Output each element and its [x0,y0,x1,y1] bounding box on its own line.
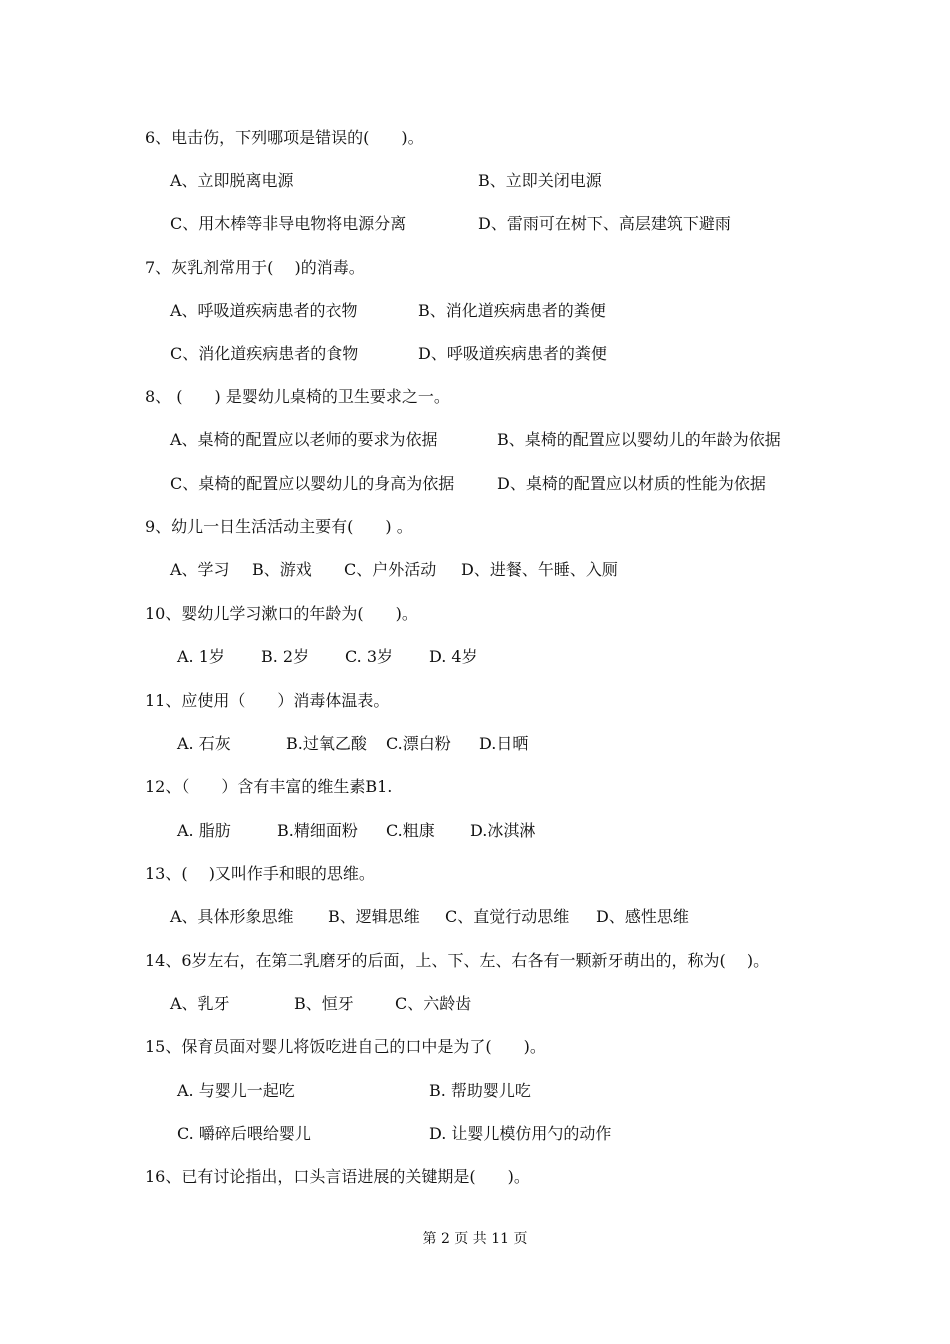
question-12-option-a: A. 脂肪 [177,821,231,840]
question-9-option-a: A、学习 [170,560,230,579]
question-13-option-a: A、具体形象思维 [170,907,294,926]
question-11-option-d: D.日晒 [479,734,529,753]
question-14-option-b: B、恒牙 [294,994,354,1013]
question-16-stem: 16、已有讨论指出，口头言语进展的关键期是( )。 [145,1167,530,1186]
question-12-option-d: D.冰淇淋 [470,821,536,840]
question-10-option-a: A. 1岁 [177,647,225,666]
question-14-stem: 14、6岁左右，在第二乳磨牙的后面，上、下、左、右各有一颗新牙萌出的，称为( )。 [145,951,770,970]
question-8-stem: 8、 ( ) 是婴幼儿桌椅的卫生要求之一。 [145,387,450,406]
question-15-option-a: A. 与婴儿一起吃 [177,1081,295,1100]
question-9-option-b: B、游戏 [252,560,312,579]
question-7-option-b: B、消化道疾病患者的粪便 [418,301,606,320]
question-14-option-c: C、六龄齿 [395,994,472,1013]
question-8-option-c: C、桌椅的配置应以婴幼儿的身高为依据 [170,474,455,493]
question-15-option-b: B. 帮助婴儿吃 [429,1081,531,1100]
question-9-option-c: C、户外活动 [344,560,437,579]
question-6-option-b: B、立即关闭电源 [478,171,602,190]
question-13-option-d: D、感性思维 [596,907,689,926]
question-9-stem: 9、幼儿一日生活活动主要有( ) 。 [145,517,413,536]
question-12-option-c: C.粗康 [386,821,435,840]
question-11-option-c: C.漂白粉 [386,734,451,753]
question-7-option-d: D、呼吸道疾病患者的粪便 [418,344,607,363]
question-8-option-d: D、桌椅的配置应以材质的性能为依据 [497,474,766,493]
question-14-option-a: A、乳牙 [170,994,230,1013]
question-7-option-c: C、消化道疾病患者的食物 [170,344,359,363]
question-6-stem: 6、电击伤，下列哪项是错误的( )。 [145,128,424,147]
question-7-option-a: A、呼吸道疾病患者的衣物 [170,301,358,320]
question-10-stem: 10、婴幼儿学习漱口的年龄为( )。 [145,604,418,623]
question-15-stem: 15、保育员面对婴儿将饭吃进自己的口中是为了( )。 [145,1037,546,1056]
question-15-option-d: D. 让婴儿模仿用勺的动作 [429,1124,612,1143]
question-13-option-c: C、直觉行动思维 [445,907,570,926]
question-10-option-b: B. 2岁 [261,647,310,666]
question-13-stem: 13、( )又叫作手和眼的思维。 [145,864,375,883]
question-13-option-b: B、逻辑思维 [328,907,420,926]
question-6-option-d: D、雷雨可在树下、高层建筑下避雨 [478,214,731,233]
question-7-stem: 7、灰乳剂常用于( )的消毒。 [145,258,365,277]
question-6-option-c: C、用木棒等非导电物将电源分离 [170,214,407,233]
question-10-option-d: D. 4岁 [429,647,478,666]
question-8-option-b: B、桌椅的配置应以婴幼儿的年龄为依据 [497,430,781,449]
page-footer: 第 2 页 共 11 页 [422,1231,528,1247]
question-10-option-c: C. 3岁 [345,647,394,666]
question-11-option-b: B.过氧乙酸 [286,734,367,753]
question-6-option-a: A、立即脱离电源 [170,171,294,190]
question-9-option-d: D、进餐、午睡、入厕 [461,560,618,579]
question-12-stem: 12、（ ）含有丰富的维生素B1. [145,777,393,796]
question-12-option-b: B.精细面粉 [277,821,358,840]
question-8-option-a: A、桌椅的配置应以老师的要求为依据 [170,430,438,449]
question-11-stem: 11、应使用（ ）消毒体温表。 [145,691,390,710]
question-15-option-c: C. 嚼碎后喂给婴儿 [177,1124,311,1143]
question-11-option-a: A. 石灰 [177,734,231,753]
